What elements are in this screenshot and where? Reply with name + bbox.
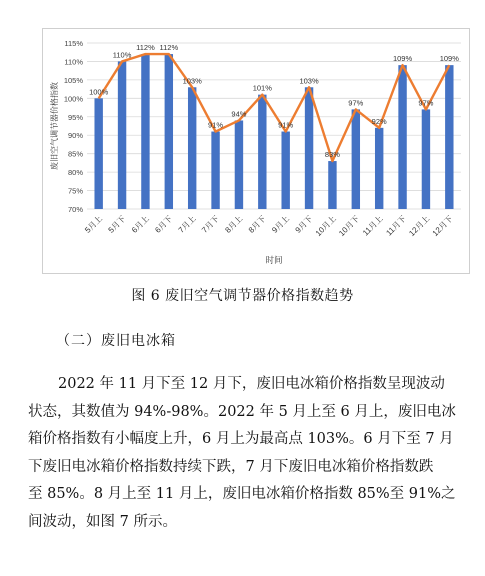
- y-tick-label: 70%: [67, 205, 83, 214]
- bar: [235, 120, 243, 209]
- bar: [94, 98, 102, 209]
- data-label: 109%: [392, 54, 413, 64]
- x-tick-label: 5月上: [83, 214, 105, 235]
- bar: [398, 65, 406, 209]
- bar: [305, 87, 313, 209]
- x-tick-label: 8月下: [246, 214, 268, 235]
- x-tick-label: 10月上: [313, 214, 338, 238]
- x-tick-label: 10月下: [337, 214, 362, 238]
- bar: [375, 128, 383, 209]
- y-tick-label: 110%: [64, 57, 83, 67]
- paragraph-line: 2022 年 11 月下至 12 月下，废旧电冰箱价格指数呈现波动: [58, 376, 445, 392]
- data-label: 109%: [439, 54, 459, 64]
- data-label: 101%: [252, 83, 272, 93]
- data-label: 94%: [231, 109, 247, 119]
- bar: [165, 54, 173, 209]
- paragraph-line: 间波动，如图 7 所示。: [28, 513, 177, 530]
- y-tick-label: 90%: [67, 131, 83, 141]
- y-tick-label: 115%: [64, 39, 83, 48]
- bar: [188, 87, 196, 209]
- data-label: 92%: [371, 116, 387, 126]
- y-tick-label: 105%: [63, 75, 83, 85]
- data-label: 83%: [324, 150, 340, 160]
- bar: [328, 161, 336, 209]
- x-tick-label: 7月上: [176, 214, 198, 235]
- x-tick-label: 12月下: [430, 214, 455, 238]
- data-label: 103%: [299, 76, 319, 86]
- price-index-chart: [43, 29, 471, 275]
- y-tick-label: 75%: [67, 186, 83, 196]
- body-paragraph: [28, 371, 460, 536]
- y-tick-label: 80%: [67, 168, 83, 178]
- bar: [211, 132, 219, 209]
- paragraph-line: 下废旧电冰箱价格指数持续下跌，7 月下废旧电冰箱价格指数跌: [28, 458, 434, 475]
- data-label: 100%: [89, 87, 109, 97]
- x-tick-label: 7月下: [200, 214, 221, 235]
- x-tick-label: 8月上: [223, 214, 245, 235]
- data-label: 97%: [418, 98, 434, 108]
- y-tick-label: 85%: [67, 149, 83, 159]
- y-tick-label: 100%: [63, 94, 83, 104]
- bar: [141, 54, 149, 209]
- bar: [118, 61, 126, 209]
- x-tick-label: 12月上: [407, 214, 432, 238]
- bar: [445, 65, 453, 209]
- x-tick-label: 6月下: [153, 214, 175, 235]
- paragraph-line: 箱价格指数有小幅度上升，6 月上为最高点 103%。6 月下至 7 月: [28, 431, 454, 447]
- x-axis-title: 时间: [265, 255, 283, 265]
- paragraph-line: 状态，其数值为 94%-98%。2022 年 5 月上至 6 月上，废旧电冰: [28, 403, 456, 420]
- y-tick-label: 95%: [67, 112, 83, 122]
- y-axis-title: 废旧空气调节器价格指数: [50, 82, 59, 170]
- chart-frame: [42, 28, 470, 274]
- x-tick-label: 11月上: [361, 214, 385, 238]
- paragraph-line: 至 85%。8 月上至 11 月上，废旧电冰箱价格指数 85%至 91%之: [28, 486, 456, 502]
- data-label: 110%: [112, 50, 132, 60]
- bar: [281, 132, 289, 209]
- data-label: 112%: [136, 43, 155, 53]
- bar: [352, 109, 360, 209]
- data-label: 91%: [208, 120, 224, 130]
- figure-caption: 图 6 废旧空气调节器价格指数趋势: [131, 288, 354, 304]
- data-label: 91%: [278, 120, 294, 130]
- bar: [422, 109, 430, 209]
- trend-line: [99, 54, 450, 161]
- data-label: 97%: [348, 98, 364, 108]
- x-tick-label: 9月下: [293, 214, 315, 235]
- x-tick-label: 11月下: [384, 214, 408, 238]
- data-label: 103%: [182, 76, 202, 86]
- x-tick-label: 6月上: [129, 214, 151, 235]
- data-label: 112%: [159, 43, 179, 53]
- section-heading: （二）废旧电冰箱: [56, 333, 176, 349]
- bar: [258, 95, 266, 209]
- x-tick-label: 5月下: [106, 214, 128, 235]
- x-tick-label: 9月上: [270, 214, 292, 235]
